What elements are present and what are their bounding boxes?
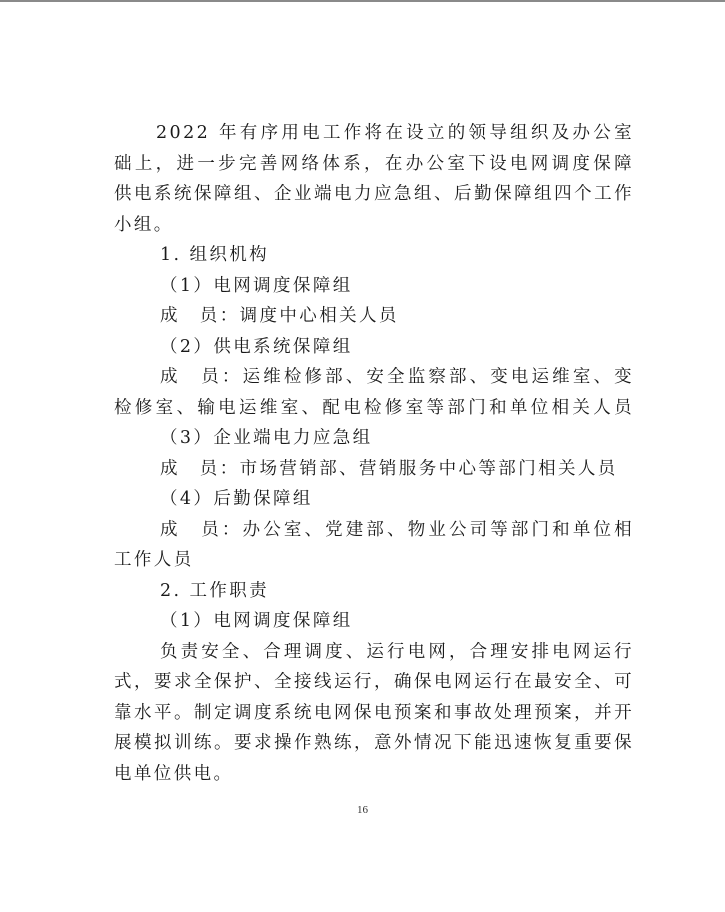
text-line: 础上，进一步完善网络体系，在办公室下设电网调度保障 xyxy=(114,153,634,174)
text-line: 检修室、输电运维室、配电检修室等部门和单位相关人员 xyxy=(114,397,634,418)
text-line: 1. 组织机构 xyxy=(160,245,270,265)
text-line: 2022 年有序用电工作将在设立的领导组织及办公室 xyxy=(156,123,634,143)
text-line: 2. 工作职责 xyxy=(160,580,270,601)
text-line: （1）电网调度保障组 xyxy=(160,275,353,296)
text-line: （4）后勤保障组 xyxy=(160,489,313,509)
text-line: （2）供电系统保障组 xyxy=(160,336,353,357)
text-line: 式，要求全保护、全接线运行，确保电网运行在最安全、可 xyxy=(114,672,634,692)
text-line: 靠水平。制定调度系统电网保电预案和事故处理预案，并开 xyxy=(114,702,634,723)
top-border-line xyxy=(0,0,725,2)
text-line: 负责安全、合理调度、运行电网，合理安排电网运行 xyxy=(160,641,634,662)
document-body xyxy=(114,118,634,789)
text-line: 工作人员 xyxy=(114,550,194,570)
text-line: 成 员：市场营销部、营销服务中心等部门相关人员 xyxy=(160,458,618,479)
text-line: 展模拟训练。要求操作熟练，意外情况下能迅速恢复重要保 xyxy=(114,733,634,753)
text-line: （1）电网调度保障组 xyxy=(160,611,353,631)
page-number: 16 xyxy=(357,804,368,816)
text-line: 供电系统保障组、企业端电力应急组、后勤保障组四个工作 xyxy=(114,184,634,204)
text-line: 成 员：调度中心相关人员 xyxy=(160,306,399,326)
text-line: 电单位供电。 xyxy=(114,763,234,784)
text-line: （3）企业端电力应急组 xyxy=(160,428,373,448)
text-line: 成 员：办公室、党建部、物业公司等部门和单位相 xyxy=(160,519,634,540)
text-line: 成 员：运维检修部、安全监察部、变电运维室、变 xyxy=(160,367,634,387)
text-line: 小组。 xyxy=(114,214,174,235)
